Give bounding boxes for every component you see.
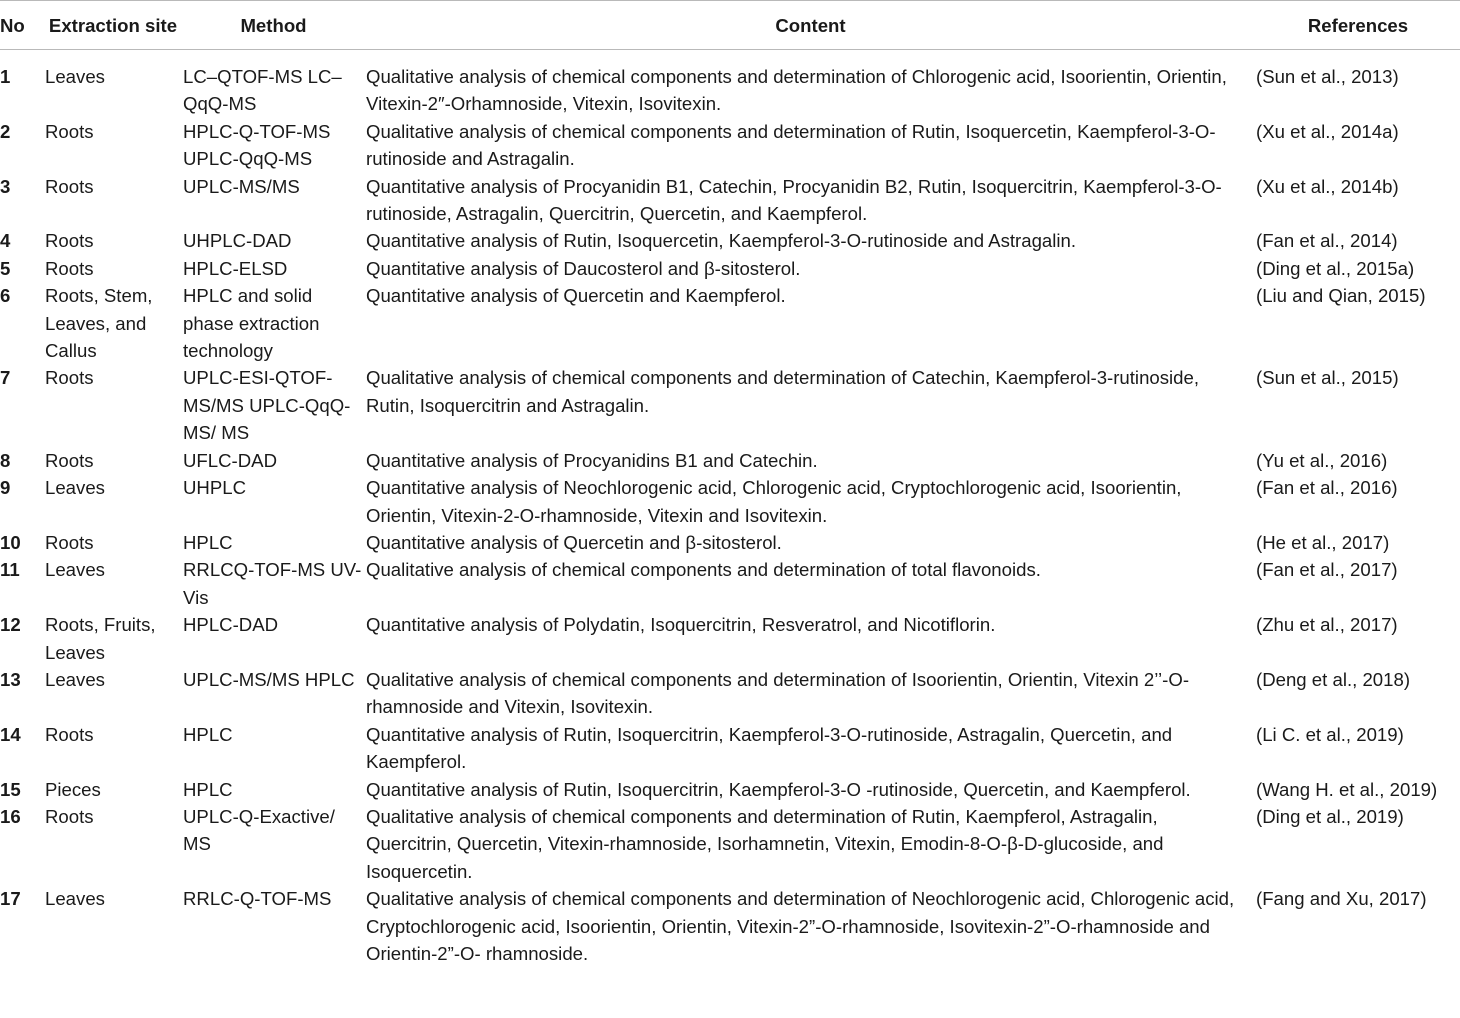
cell-extraction-site: Roots [45,175,94,197]
cell-no: 7 [0,367,11,389]
header-no: No [0,15,25,36]
cell-no: 3 [0,175,11,197]
cell-reference: (Xu et al., 2014b) [1256,175,1399,197]
cell-method: LC–QTOF-MS LC–QqQ-MS [183,66,342,115]
cell-content: Quantitative analysis of Polydatin, Isoquercitrin, Resveratrol, and Nicotiflorin. [366,614,996,636]
cell-extraction-site: Roots, Stem, Leaves, and Callus [45,285,153,362]
table-row [0,556,1460,611]
cell-reference: (Fan et al., 2014) [1256,230,1398,252]
cell-reference: (Xu et al., 2014a) [1256,120,1399,142]
cell-reference: (Sun et al., 2015) [1256,367,1399,389]
cell-content: Quantitative analysis of Procyanidin B1, Catechin, Procyanidin B2, Rutin, Isoquercitrin, Kaempferol-3-O-rutinoside, Astragalin, Quercitrin, Quercetin, and Kaempferol. [366,175,1222,225]
cell-reference: (Fan et al., 2016) [1256,477,1398,499]
header-references: References [1307,15,1409,36]
cell-reference: (Fang and Xu, 2017) [1256,888,1427,910]
cell-method: UHPLC [183,477,247,499]
table-row [0,885,1460,967]
cell-content: Qualitative analysis of chemical components and determination of Isoorientin, Orientin, Vitexin 2’’-O-rhamnoside and Vitexin, Isovitexin. [366,668,1190,718]
cell-no: 10 [0,531,21,553]
cell-content: Qualitative analysis of chemical components and determination of Rutin, Kaempferol, Astragalin, Quercitrin, Quercetin, Vitexin-rhamnoside, Isorhamnetin, Vitexin, Emodin-8-O-β-D-glucoside, and Isoquercetin. [366,805,1164,882]
table-body [0,50,1460,968]
cell-no: 1 [0,66,11,87]
cell-method: UPLC-ESI-QTOF-MS/MS UPLC-QqQ-MS/ MS [183,367,351,444]
cell-content: Quantitative analysis of Daucosterol and β-sitosterol. [366,257,801,279]
cell-no: 15 [0,778,21,800]
cell-method: RRLC-Q-TOF-MS [183,888,332,910]
cell-extraction-site: Leaves [45,559,105,581]
cell-method: UHPLC-DAD [183,230,292,252]
cell-method: HPLC [183,723,233,745]
table-row [0,776,1460,803]
cell-no: 16 [0,805,21,827]
table-row [0,474,1460,529]
cell-extraction-site: Leaves [45,888,105,910]
table-row [0,255,1460,282]
table-header [0,1,1460,50]
cell-reference: (Fan et al., 2017) [1256,559,1398,581]
cell-reference: (Deng et al., 2018) [1256,668,1411,690]
cell-reference: (He et al., 2017) [1256,531,1390,553]
cell-method: HPLC-ELSD [183,257,288,279]
cell-reference: (Wang H. et al., 2019) [1256,778,1438,800]
cell-extraction-site: Roots [45,449,94,471]
cell-method: UFLC-DAD [183,449,278,471]
cell-method: UPLC-Q-Exactive/ MS [183,805,335,855]
cell-no: 4 [0,230,11,252]
header-content: Content [775,15,846,36]
table-row [0,529,1460,556]
cell-extraction-site: Roots [45,120,94,142]
cell-no: 5 [0,257,11,279]
cell-no: 6 [0,285,11,307]
cell-content: Qualitative analysis of chemical components and determination of Neochlorogenic acid, Chlorogenic acid, Cryptochlorogenic acid, Isoorientin, Orientin, Vitexin-2”-O-rhamnoside, Isovitexin-2”-O-rhamnoside and Orientin-2”-O- rhamnoside. [366,888,1235,964]
table-row [0,611,1460,666]
cell-method: HPLC [183,531,233,553]
cell-no: 13 [0,668,21,690]
cell-reference: (Ding et al., 2019) [1256,805,1404,827]
cell-reference: (Li C. et al., 2019) [1256,723,1404,745]
header-extraction-site: Extraction site [48,15,178,36]
table-row [0,803,1460,885]
cell-content: Quantitative analysis of Rutin, Isoquercetin, Kaempferol-3-O-rutinoside and Astragalin. [366,230,1077,252]
cell-method: HPLC [183,778,233,800]
cell-reference: (Zhu et al., 2017) [1256,614,1398,636]
cell-content: Quantitative analysis of Rutin, Isoquercitrin, Kaempferol-3-O -rutinoside, Quercetin, and Kaempferol. [366,778,1191,800]
cell-method: RRLCQ-TOF-MS UV-Vis [183,559,362,608]
cell-content: Qualitative analysis of chemical components and determination of total flavonoids. [366,559,1041,581]
cell-reference: (Liu and Qian, 2015) [1256,285,1426,307]
table-row [0,50,1460,118]
cell-content: Qualitative analysis of chemical components and determination of Chlorogenic acid, Isoorientin, Orientin, Vitexin-2″-Orhamnoside, Vitexin, Isovitexin. [366,66,1227,115]
table-row [0,173,1460,228]
cell-no: 8 [0,449,11,471]
cell-extraction-site: Roots [45,531,94,553]
cell-reference: (Sun et al., 2013) [1256,66,1399,87]
cell-method: UPLC-MS/MS HPLC [183,668,355,690]
cell-content: Quantitative analysis of Quercetin and β-sitosterol. [366,531,782,553]
cell-extraction-site: Roots [45,257,94,279]
cell-extraction-site: Pieces [45,778,101,800]
cell-reference: (Ding et al., 2015a) [1256,257,1415,279]
cell-no: 11 [0,559,20,581]
cell-content: Quantitative analysis of Quercetin and Kaempferol. [366,285,786,307]
cell-extraction-site: Roots [45,723,94,745]
table-row [0,666,1460,721]
cell-no: 14 [0,723,21,745]
table-row [0,118,1460,173]
table-row [0,282,1460,364]
cell-method: HPLC-DAD [183,614,279,636]
header-method: Method [240,15,307,36]
cell-content: Qualitative analysis of chemical components and determination of Catechin, Kaempferol-3-rutinoside, Rutin, Isoquercitrin and Astragalin. [366,367,1200,416]
table-row [0,364,1460,446]
cell-method: UPLC-MS/MS [183,175,300,197]
cell-no: 17 [0,888,21,910]
cell-extraction-site: Roots [45,230,94,252]
cell-no: 12 [0,614,21,636]
cell-extraction-site: Leaves [45,668,105,690]
table-row [0,227,1460,254]
table-row [0,721,1460,776]
cell-content: Quantitative analysis of Neochlorogenic acid, Chlorogenic acid, Cryptochlorogenic acid, Isoorientin, Orientin, Vitexin-2-O-rhamnoside, Vitexin and Isovitexin. [366,477,1182,526]
cell-content: Qualitative analysis of chemical components and determination of Rutin, Isoquercetin, Kaempferol-3-O-rutinoside and Astragalin. [366,120,1216,170]
cell-extraction-site: Leaves [45,477,105,499]
cell-extraction-site: Leaves [45,66,105,87]
cell-method: HPLC and solid phase extraction technology [183,285,320,362]
cell-no: 9 [0,477,11,499]
cell-extraction-site: Roots [45,805,94,827]
cell-method: HPLC-Q-TOF-MS UPLC-QqQ-MS [183,120,331,170]
cell-extraction-site: Roots, Fruits, Leaves [45,614,156,663]
cell-extraction-site: Roots [45,367,94,389]
cell-no: 2 [0,120,11,142]
header-row [0,1,1460,50]
cell-content: Quantitative analysis of Procyanidins B1 and Catechin. [366,449,818,471]
cell-content: Quantitative analysis of Rutin, Isoquercitrin, Kaempferol-3-O-rutinoside, Astragalin, Quercetin, and Kaempferol. [366,723,1173,773]
cell-reference: (Yu et al., 2016) [1256,449,1388,471]
table-row [0,447,1460,474]
